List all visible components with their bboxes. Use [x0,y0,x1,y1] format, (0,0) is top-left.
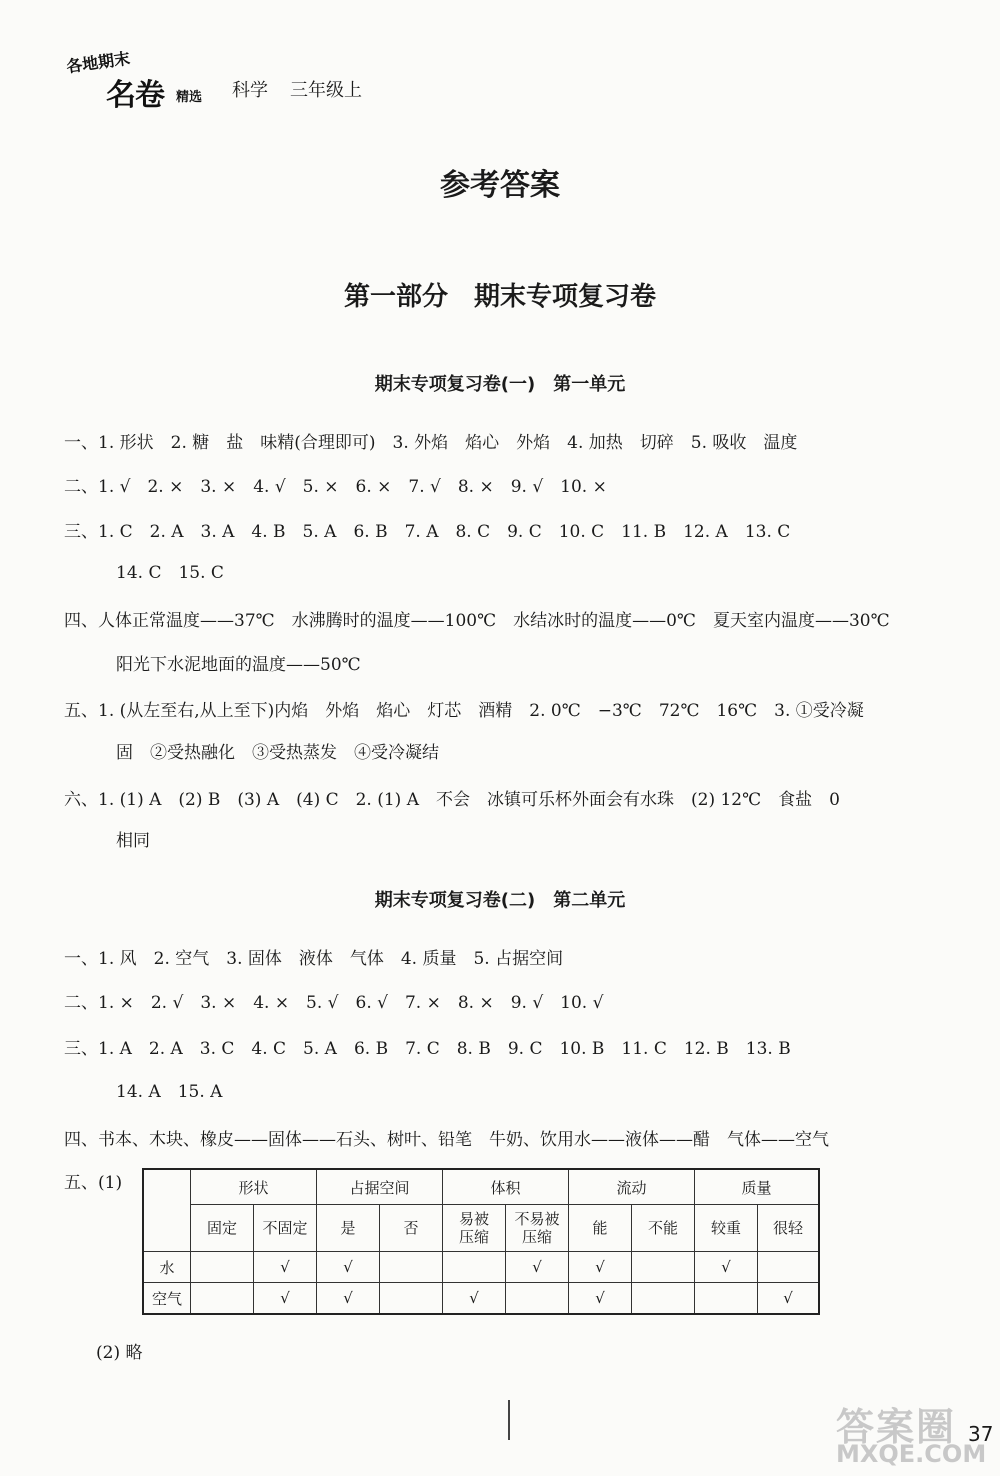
section2-title: 期末专项复习卷(二) 第二单元 [374,890,626,911]
logo-line1: 各地期末 [65,48,132,77]
part-title: 第一部分 期末专项复习卷 [343,282,656,312]
header-grade: 三年级上 [290,80,362,101]
group-header: 体积 [443,1169,569,1205]
table-cell: √ [569,1283,632,1315]
table-cell: √ [254,1252,317,1283]
sub-header: 不固定 [254,1205,317,1252]
group-header: 占据空间 [317,1169,443,1205]
table-cell: √ [695,1252,758,1283]
answer-line: 一、1. 风 2. 空气 3. 固体 液体 气体 4. 质量 5. 占据空间 [64,949,564,969]
table-cell [380,1283,443,1315]
sub-header: 很轻 [758,1205,820,1252]
table-cell: √ [758,1283,820,1315]
table-cell [695,1283,758,1315]
answer-line: 五、1. (从左至右,从上至下)内焰 外焰 焰心 灯芯 酒精 2. 0℃ −3℃ 72℃ 16℃ 3. ①受冷凝 [64,701,864,721]
table-cell [191,1252,254,1283]
sub-header: 是 [317,1205,380,1252]
table-cell [380,1252,443,1283]
table-cell [443,1252,506,1283]
answer-line: 14. A 15. A [116,1082,223,1102]
answer-line: 二、1. × 2. √ 3. × 4. × 5. √ 6. √ 7. × 8. × 9. √ 10. √ [64,993,604,1013]
table-cell [758,1252,820,1283]
answer-line: 固 ②受热融化 ③受热蒸发 ④受冷凝结 [116,743,439,763]
series-logo [60,48,230,113]
group-header: 形状 [191,1169,317,1205]
logo-line3: 精选 [176,90,203,105]
answer-line: 阳光下水泥地面的温度——50℃ [116,655,361,675]
answer-line: 三、1. A 2. A 3. C 4. C 5. A 6. B 7. C 8. B 9. C 10. B 11. C 12. B 13. B [64,1039,791,1059]
answer-line: 四、书本、木块、橡皮——固体——石头、树叶、铅笔 牛奶、饮用水——液体——醋 气体——空气 [64,1130,829,1150]
table-row [143,1283,819,1315]
row-label: 空气 [143,1283,191,1315]
section1-title: 期末专项复习卷(一) 第一单元 [374,374,626,395]
page-number: 37 [968,1422,994,1446]
table-cell: √ [254,1283,317,1315]
sub-header: 不易被压缩 [506,1205,569,1252]
row-label: 水 [143,1252,191,1283]
sub-header: 不能 [632,1205,695,1252]
sub-header: 易被压缩 [443,1205,506,1252]
group-header: 质量 [695,1169,820,1205]
answer-line: 六、1. (1) A (2) B (3) A (4) C 2. (1) A 不会 冰镇可乐杯外面会有水珠 (2) 12℃ 食盐 0 [64,790,840,810]
table-cell: √ [569,1252,632,1283]
table-cell: √ [317,1252,380,1283]
answer-line: (2) 略 [96,1343,143,1363]
sub-header: 否 [380,1205,443,1252]
watermark-url: MXQE.COM [836,1440,987,1468]
table-corner [143,1169,191,1252]
answer-line: 一、1. 形状 2. 糖 盐 味精(合理即可) 3. 外焰 焰心 外焰 4. 加热 切碎 5. 吸收 温度 [64,433,798,453]
watermark: 答案圈 [836,1405,957,1449]
group-header: 流动 [569,1169,695,1205]
table-cell [191,1283,254,1315]
table-cell [632,1283,695,1315]
table-cell [632,1252,695,1283]
answer-line: 四、人体正常温度——37℃ 水沸腾时的温度——100℃ 水结冰时的温度——0℃ 夏天室内温度——30℃ [64,611,890,631]
answer-line: 二、1. √ 2. × 3. × 4. √ 5. × 6. × 7. √ 8. × 9. √ 10. × [64,477,607,497]
question-label: 五、(1) [64,1173,123,1193]
answer-line: 相同 [116,831,150,851]
sub-header: 较重 [695,1205,758,1252]
answer-line: 三、1. C 2. A 3. A 4. B 5. A 6. B 7. A 8. C 9. C 10. C 11. B 12. A 13. C [64,522,791,542]
sub-header: 能 [569,1205,632,1252]
scan-mark [508,1400,510,1440]
page-title: 参考答案 [440,168,560,203]
table-cell: √ [317,1283,380,1315]
answer-line: 14. C 15. C [116,563,224,583]
table-cell: √ [506,1252,569,1283]
table-cell [506,1283,569,1315]
table-row [143,1252,819,1283]
sub-header: 固定 [191,1205,254,1252]
header-subject: 科学 [232,80,268,101]
table-cell: √ [443,1283,506,1315]
properties-table [142,1168,820,1315]
logo-line2: 名卷 [106,78,164,113]
